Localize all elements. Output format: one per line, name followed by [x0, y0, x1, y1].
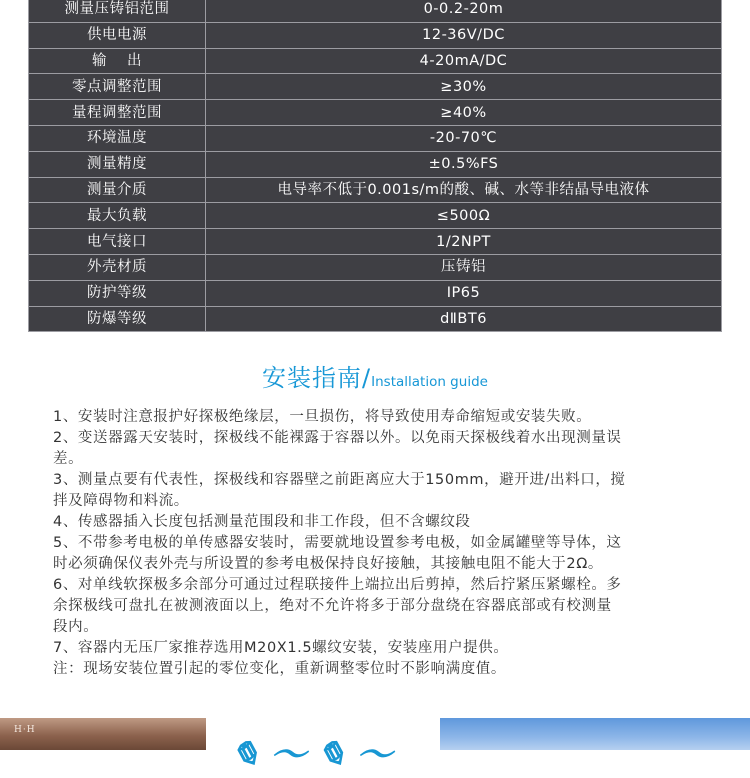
- spec-value: 0-0.2-20m: [206, 0, 722, 22]
- spec-value: 压铸铝: [206, 254, 722, 280]
- note-line: 拌及障碍物和料流。: [53, 493, 189, 509]
- spec-row: [29, 125, 722, 151]
- guide-title-en: Installation guide: [371, 374, 488, 390]
- spec-value: -20-70℃: [206, 125, 722, 151]
- spec-value: ±0.5%FS: [206, 151, 722, 177]
- spec-value: dⅡBT6: [206, 306, 722, 332]
- brand-logo-mark: H·H: [14, 725, 36, 735]
- spec-label: 输 出: [29, 48, 206, 74]
- spec-label: 供电电源: [29, 22, 206, 48]
- spec-row: [29, 100, 722, 126]
- spec-table: [28, 0, 722, 332]
- spec-value: ≥40%: [206, 100, 722, 126]
- banner-script-heading: [206, 718, 440, 776]
- installation-notes: [53, 407, 708, 680]
- note-line: 7、容器内无压厂家推荐选用M20X1.5螺纹安装，安装座用户提供。: [53, 640, 509, 656]
- note-line: 4、传感器插入长度包括测量范围段和非工作段，但不含螺纹段: [53, 514, 471, 530]
- spec-value: 12-36V/DC: [206, 22, 722, 48]
- spec-row: [29, 48, 722, 74]
- spec-label: 最大负载: [29, 203, 206, 229]
- note-line: 余探极线可盘扎在被测液面以上，绝对不允许将多于部分盘绕在容器底部或有校测量: [53, 598, 612, 614]
- spec-label: 零点调整范围: [29, 74, 206, 100]
- note-line: 段内。: [53, 619, 99, 635]
- spec-value: IP65: [206, 280, 722, 306]
- spec-label: 防护等级: [29, 280, 206, 306]
- note-line: 1、安装时注意报护好探极绝缘层，一旦损伤，将导致使用寿命缩短或安装失败。: [53, 409, 592, 425]
- spec-label: 测量压铸铝范围: [29, 0, 206, 22]
- installation-guide-title: [0, 358, 750, 393]
- note-line: 差。: [53, 451, 84, 467]
- spec-row: [29, 0, 722, 22]
- guide-title-zh: 安装指南/: [262, 364, 372, 392]
- banner-photo-right: [440, 718, 750, 750]
- spec-label: 环境温度: [29, 125, 206, 151]
- spec-row: [29, 229, 722, 255]
- spec-row: [29, 254, 722, 280]
- note-line: 时必须确保仪表外壳与所设置的参考电极保持良好接触，其接触电阻不能大于2Ω。: [53, 556, 604, 572]
- spec-label: 防爆等级: [29, 306, 206, 332]
- spec-value: 电导率不低于0.001s/m的酸、碱、水等非结晶导电液体: [206, 177, 722, 203]
- spec-row: [29, 306, 722, 332]
- spec-row: [29, 280, 722, 306]
- spec-row: [29, 177, 722, 203]
- note-line: 6、对单线软探极多余部分可通过过程联接件上端拉出后剪掉，然后拧紧压紧螺栓。多: [53, 577, 622, 593]
- note-line: 注：现场安装位置引起的零位变化，重新调整零位时不影响满度值。: [53, 661, 506, 677]
- spec-value: ≥30%: [206, 74, 722, 100]
- spec-label: 量程调整范围: [29, 100, 206, 126]
- spec-row: [29, 151, 722, 177]
- spec-value: ≤500Ω: [206, 203, 722, 229]
- spec-row: [29, 22, 722, 48]
- spec-row: [29, 74, 722, 100]
- note-line: 3、测量点要有代表性，探极线和容器壁之前距离应大于150mm，避开进/出料口，搅: [53, 472, 626, 488]
- banner-photo-left: [0, 718, 206, 750]
- spec-row: [29, 203, 722, 229]
- script-decoration: ✎〜✎〜: [225, 734, 407, 776]
- spec-label: 测量介质: [29, 177, 206, 203]
- spec-value: 4-20mA/DC: [206, 48, 722, 74]
- spec-label: 测量精度: [29, 151, 206, 177]
- note-line: 2、变送器露天安装时，探极线不能裸露于容器以外。以免雨天探极线着水出现测量误: [53, 430, 622, 446]
- spec-label: 电气接口: [29, 229, 206, 255]
- spec-label: 外壳材质: [29, 254, 206, 280]
- spec-value: 1/2NPT: [206, 229, 722, 255]
- note-line: 5、不带参考电极的单传感器安装时，需要就地设置参考电极，如金属罐壁等导体，这: [53, 535, 622, 551]
